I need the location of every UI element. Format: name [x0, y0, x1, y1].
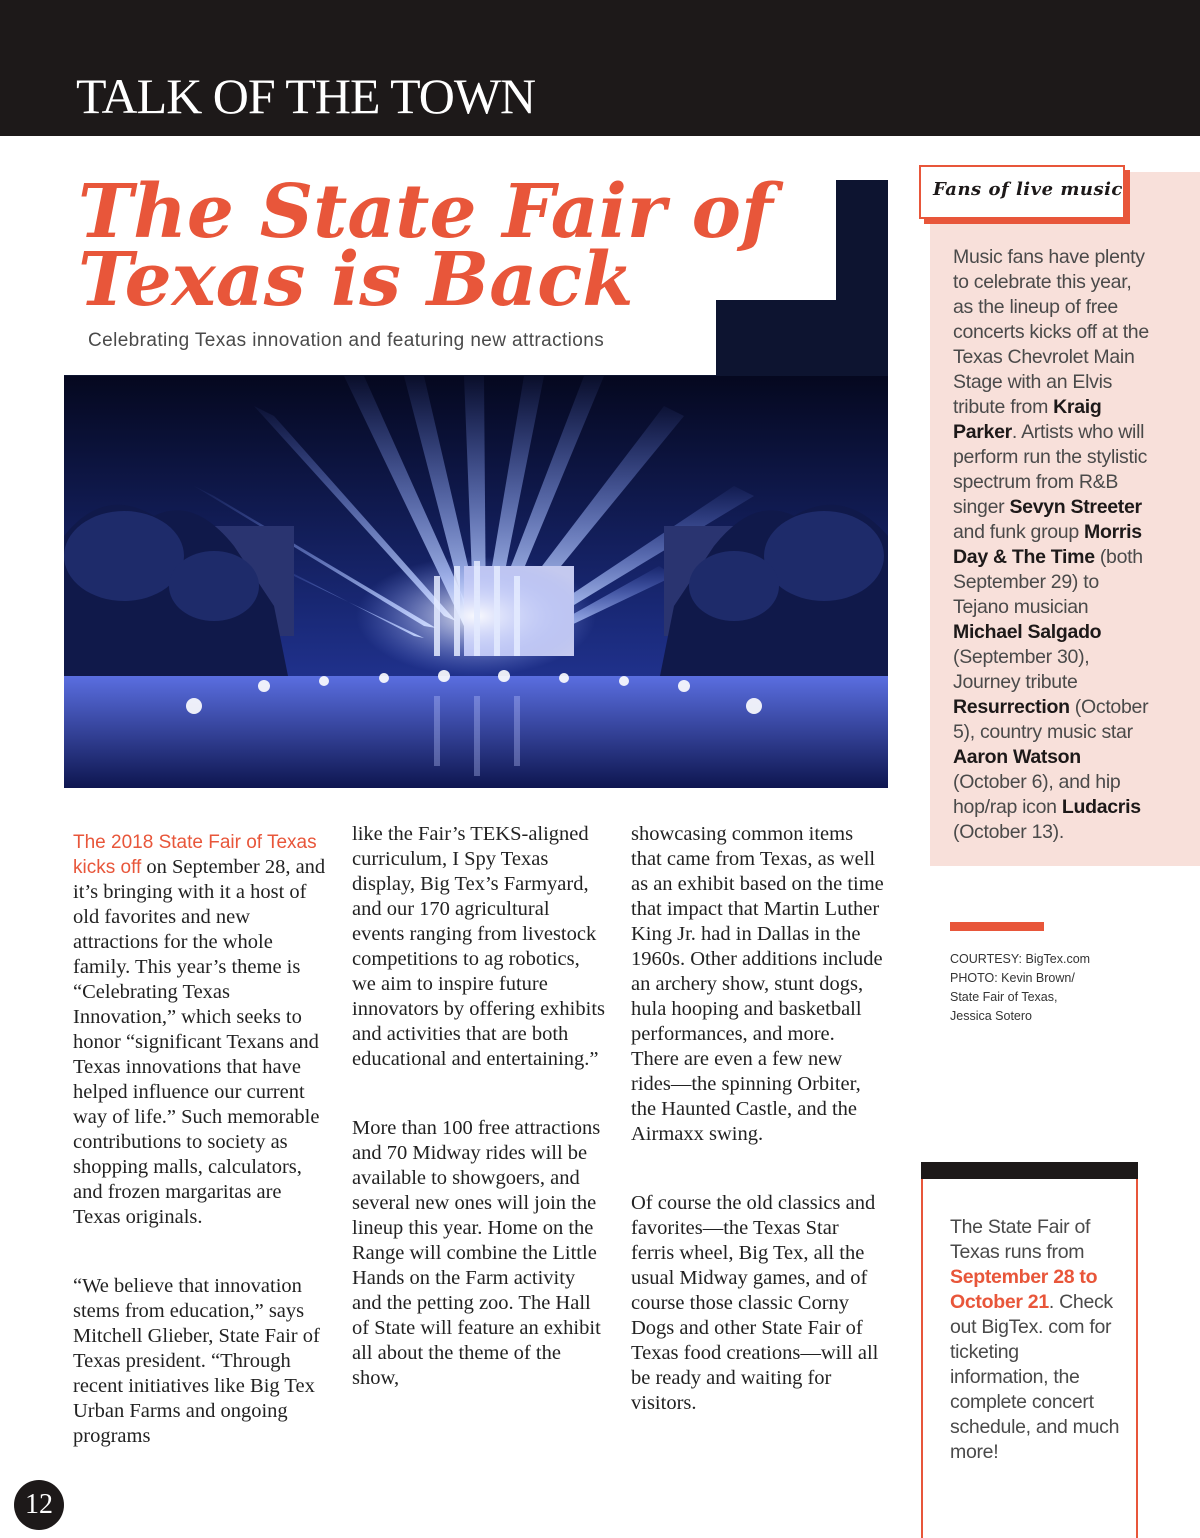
- sidebar-text-part: (October 6), and hip hop/rap icon: [953, 771, 1121, 818]
- sidebar-text-part: . Artists who will perform run the stylistic spectrum from R&B singer: [953, 421, 1148, 518]
- artist-name: Michael Salgado: [953, 621, 1102, 643]
- sidebar-text: [953, 245, 1153, 845]
- artist-name: Sevyn Streeter: [1009, 496, 1142, 518]
- sidebar-tag: [919, 165, 1125, 219]
- sidebar-text-part: Music fans have plenty to celebrate this year, as the lineup of free concerts kicks off at the Texas Chevrolet Main Stage with an Elvis tribute from: [953, 246, 1149, 418]
- article-paragraph: [73, 830, 328, 1230]
- page-number: 12: [14, 1480, 64, 1530]
- info-box-left-rule: [921, 1179, 923, 1538]
- fair-dates: September 28 to October 21: [950, 1266, 1098, 1313]
- credit-line: COURTESY: BigTex.com: [950, 952, 1091, 966]
- article-paragraph: like the Fair’s TEKS-aligned curriculum, I Spy Texas display, Big Tex’s Farmyard, and our 170 agricultural events ranging from livestock competitions to ag robotics, we aim to inspire future innovators by offering exhibits and activities that are both educational and entertaining.”: [352, 823, 605, 1070]
- sidebar-text-part: (October 5), country music star: [953, 696, 1149, 743]
- article-text: on September 28, and it’s bringing with it a host of old favorites and new attractions for the whole family. This year’s theme is “Celebrating Texas Innovation,” which seeks to honor “significant Texans and Texas innovations that have helped influence our current way of life.” Such memorable contributions to society as shopping malls, calculators, and frozen margaritas are Texas originals.: [73, 856, 326, 1228]
- artist-name: Morris Day & The Time: [953, 521, 1142, 568]
- sidebar-text-part: (September 30), Journey tribute: [953, 646, 1090, 693]
- article-column-3: [631, 822, 886, 1460]
- headline-line-2: Texas is Back: [78, 237, 634, 323]
- credits-divider: [950, 922, 1044, 931]
- sidebar-text-part: (both September 29) to Tejano musician: [953, 546, 1143, 618]
- artist-name: Resurrection: [953, 696, 1070, 718]
- article-paragraph: showcasing common items that came from Texas, as well as an exhibit based on the time that impact that Martin Luther King Jr. had in Dallas in the 1960s. Other additions include an archery show, stunt dogs, hula hooping and basketball performances, and more. There are even a few new rides—the spinning Orbiter, the Haunted Castle, and the Airmaxx swing.: [631, 823, 884, 1145]
- sidebar-text-part: (October 13).: [953, 821, 1064, 843]
- info-box-top-bar: [921, 1162, 1138, 1179]
- credit-line: Jessica Sotero: [950, 1009, 1032, 1023]
- info-text-part: The State Fair of Texas runs from: [950, 1216, 1091, 1263]
- photo-credits: [950, 950, 1150, 1026]
- fair-fountain-photo: [64, 376, 888, 788]
- credit-line: State Fair of Texas,: [950, 990, 1058, 1004]
- info-box-text: [950, 1215, 1120, 1465]
- article-column-2: [352, 822, 607, 1435]
- article-paragraph: Of course the old classics and favorites—the Texas Star ferris wheel, Big Tex, all the usual Midway games, and of course those classic Corny Dogs and other State Fair of Texas food creations—will all be ready and waiting for visitors.: [631, 1192, 879, 1414]
- article-paragraph: “We believe that innovation stems from education,” says Mitchell Glieber, State Fair of Texas president. “Through recent initiatives like Big Tex Urban Farms and ongoing programs: [73, 1275, 320, 1447]
- credit-line: PHOTO: Kevin Brown/: [950, 971, 1075, 985]
- artist-name: Aaron Watson: [953, 746, 1081, 768]
- article-lead: The 2018 State Fair of Texas kicks off: [73, 832, 317, 878]
- sidebar-tag-label: Fans of live music: [933, 179, 1123, 200]
- artist-name: Kraig Parker: [953, 396, 1102, 443]
- info-box-right-rule: [1136, 1179, 1138, 1538]
- headline-line-1: The State Fair of: [78, 169, 773, 255]
- article-subhead: Celebrating Texas innovation and featuring new attractions: [88, 330, 605, 351]
- article-column-1: [73, 830, 328, 1493]
- artist-name: Ludacris: [1061, 796, 1141, 818]
- article-paragraph: More than 100 free attractions and 70 Midway rides will be available to showgoers, and several new ones will join the lineup this year. Home on the Range will combine the Little Hands on the Farm activity and the petting zoo. The Hall of State will feature an exhibit all about the theme of the show,: [352, 1117, 601, 1389]
- section-title: TALK OF THE TOWN: [76, 68, 536, 124]
- sidebar-text-part: and funk group: [953, 521, 1085, 543]
- article-headline: [78, 169, 838, 323]
- info-text-part: . Check out BigTex. com for ticketing information, the complete concert schedule, and much more!: [950, 1291, 1120, 1463]
